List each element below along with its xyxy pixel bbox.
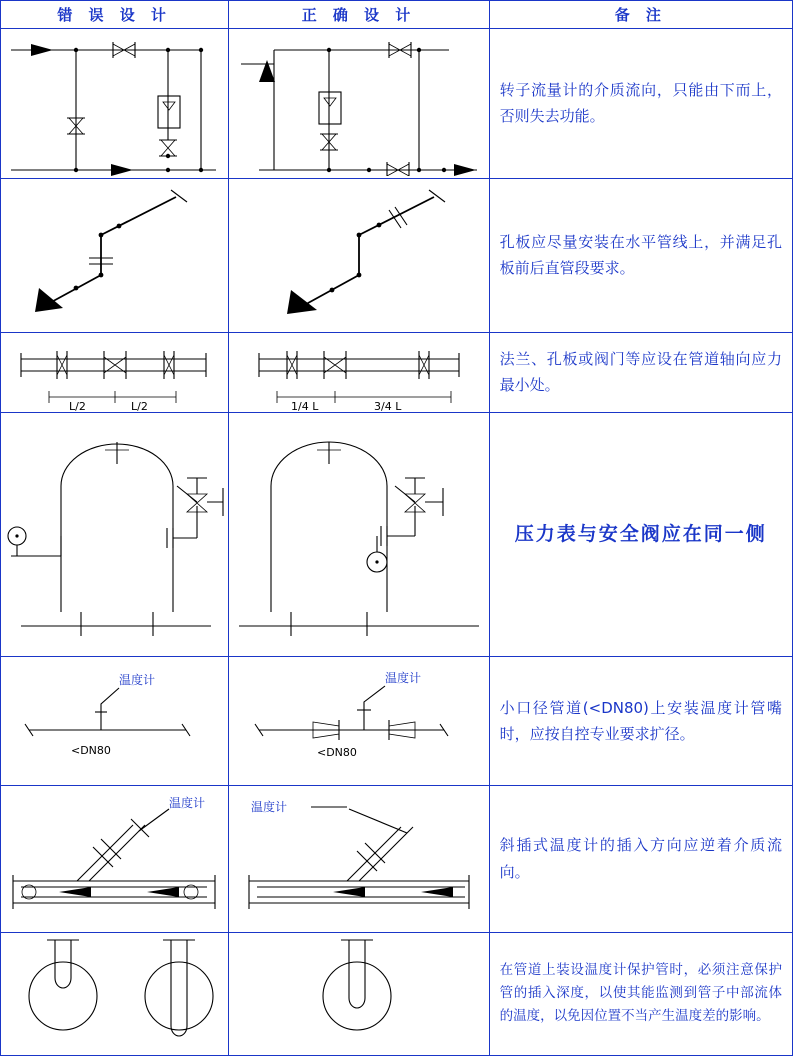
remark-text: 孔板应尽量安装在水平管线上，并满足孔板前后直管段要求。 — [499, 232, 782, 278]
header-wrong-design: 错 误 设 计 — [1, 1, 229, 29]
remark-text: 在管道上装设温度计保护管时，必须注意保护管的插入深度，以使其能监测到管子中部流体的温度，以免因位置不当产生温度差的影响。 — [499, 962, 782, 1025]
diagram-orifice-wrong — [1, 178, 229, 332]
remark-cell — [489, 413, 792, 657]
diagram-orifice-correct — [229, 178, 489, 332]
table-row — [1, 657, 793, 786]
table-row — [1, 413, 793, 657]
header-remarks: 备 注 — [489, 1, 792, 29]
remark-text: 小口径管道(<DN80)上安装温度计管嘴时，应按自控专业要求扩径。 — [499, 698, 782, 743]
svg-text:温度计: 温度计 — [119, 673, 156, 688]
svg-text:温度计: 温度计 — [251, 800, 288, 815]
remark-cell — [489, 932, 792, 1056]
remark-cell — [489, 28, 792, 178]
table-row — [1, 785, 793, 932]
diagram-thermometer-correct — [229, 657, 489, 786]
table-header-row — [1, 1, 793, 29]
remark-cell — [489, 178, 792, 332]
diagram-thermowell-correct — [229, 932, 489, 1056]
diagram-thermometer-wrong — [1, 657, 229, 786]
diagram-rotameter-wrong — [1, 28, 229, 178]
remark-cell — [489, 332, 792, 413]
svg-text:<DN80: <DN80 — [317, 746, 358, 760]
remark-text: 转子流量计的介质流向，只能由下而上，否则失去功能。 — [499, 80, 782, 126]
diagram-inclined-correct — [229, 785, 489, 932]
diagram-vessel-correct — [229, 413, 489, 657]
svg-text:3/4 L: 3/4 L — [374, 400, 402, 412]
svg-text:温度计: 温度计 — [385, 671, 422, 686]
header-correct-design: 正 确 设 计 — [229, 1, 489, 29]
svg-text:1/4 L: 1/4 L — [291, 400, 319, 412]
svg-text:<DN80: <DN80 — [71, 744, 111, 758]
diagram-rotameter-correct — [229, 28, 489, 178]
remark-cell — [489, 657, 792, 786]
diagram-thermowell-wrong — [1, 932, 229, 1056]
table-row — [1, 332, 793, 413]
table-row — [1, 932, 793, 1056]
diagram-flange-wrong — [1, 332, 229, 413]
remark-text: 法兰、孔板或阀门等应设在管道轴向应力最小处。 — [499, 350, 782, 395]
diagram-vessel-wrong — [1, 413, 229, 657]
remark-text: 斜插式温度计的插入方向应逆着介质流向。 — [499, 836, 782, 881]
svg-text:L/2: L/2 — [131, 400, 148, 412]
diagram-flange-correct — [229, 332, 489, 413]
svg-text:L/2: L/2 — [69, 400, 86, 412]
table-row — [1, 178, 793, 332]
svg-text:温度计: 温度计 — [169, 796, 206, 811]
remark-text: 压力表与安全阀应在同一侧 — [514, 522, 767, 545]
remark-cell — [489, 785, 792, 932]
diagram-inclined-wrong — [1, 785, 229, 932]
table-row — [1, 28, 793, 178]
